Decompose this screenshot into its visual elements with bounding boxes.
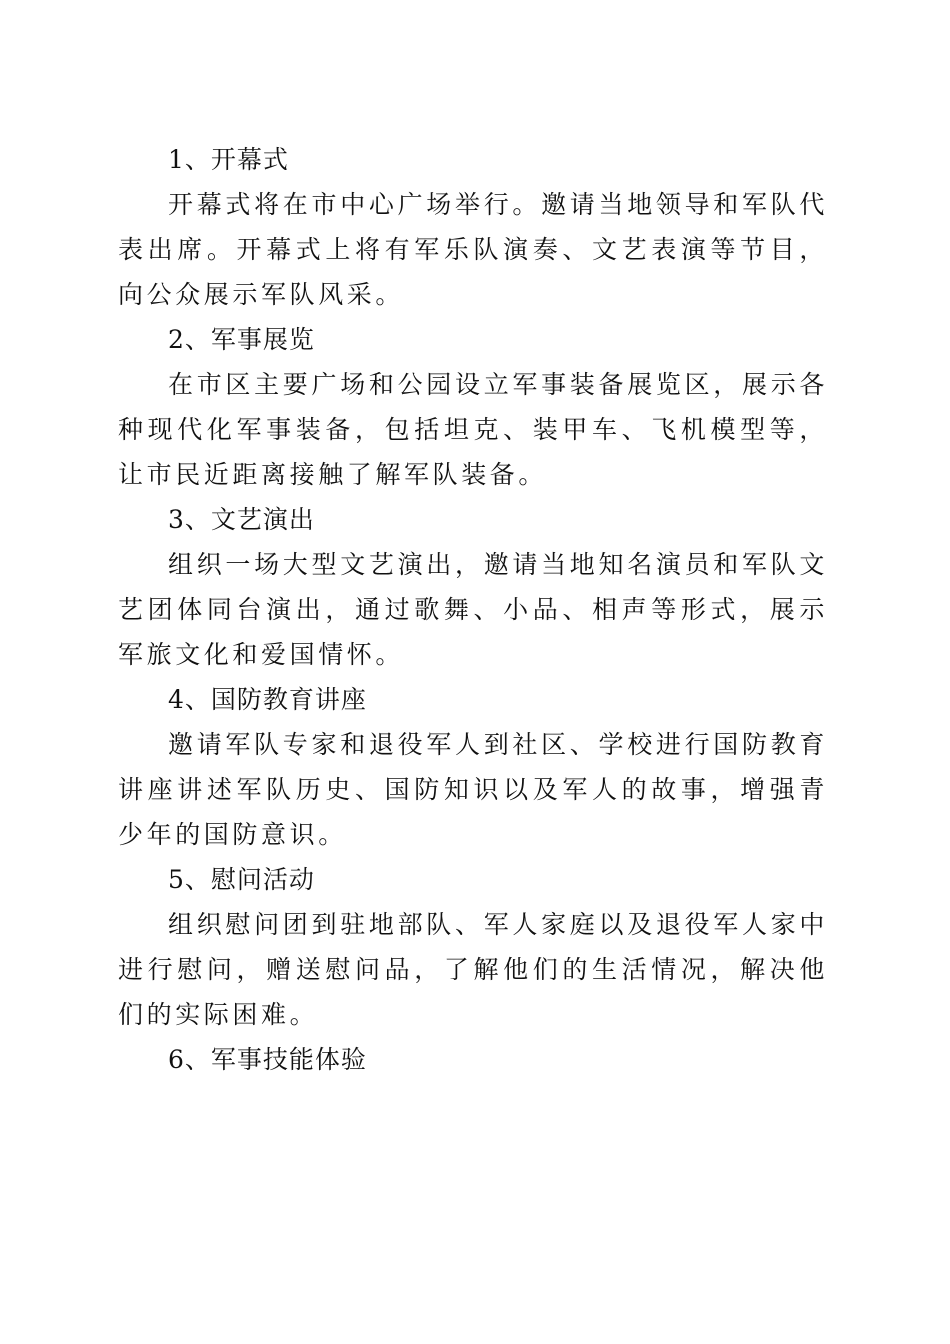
- section-paragraph: 开幕式将在市中心广场举行。邀请当地领导和军队代表出席。开幕式上将有军乐队演奏、文艺表演等节目，向公众展示军队风采。: [118, 190, 828, 309]
- section-military-skills: [118, 1037, 828, 1082]
- section-paragraph: 组织一场大型文艺演出，邀请当地知名演员和军队文艺团体同台演出，通过歌舞、小品、相声等形式，展示军旅文化和爱国情怀。: [118, 550, 828, 669]
- section-art-performance: [118, 497, 828, 677]
- section-paragraph: 在市区主要广场和公园设立军事装备展览区，展示各种现代化军事装备，包括坦克、装甲车、飞机模型等，让市民近距离接触了解军队装备。: [118, 370, 828, 489]
- document-body: [118, 137, 828, 1082]
- section-military-exhibition: [118, 317, 828, 497]
- section-heading: 3、文艺演出: [168, 505, 315, 534]
- section-paragraph: 组织慰问团到驻地部队、军人家庭以及退役军人家中进行慰问，赠送慰问品，了解他们的生活情况，解决他们的实际困难。: [118, 910, 828, 1029]
- section-heading: 2、军事展览: [168, 325, 315, 354]
- section-opening-ceremony: [118, 137, 828, 317]
- section-heading: 1、开幕式: [168, 145, 289, 174]
- section-heading: 6、军事技能体验: [168, 1045, 367, 1074]
- section-heading: 5、慰问活动: [168, 865, 315, 894]
- section-heading: 4、国防教育讲座: [168, 685, 367, 714]
- section-paragraph: 邀请军队专家和退役军人到社区、学校进行国防教育讲座讲述军队历史、国防知识以及军人的故事，增强青少年的国防意识。: [118, 730, 828, 849]
- section-defense-lecture: [118, 677, 828, 857]
- section-condolence-visits: [118, 857, 828, 1037]
